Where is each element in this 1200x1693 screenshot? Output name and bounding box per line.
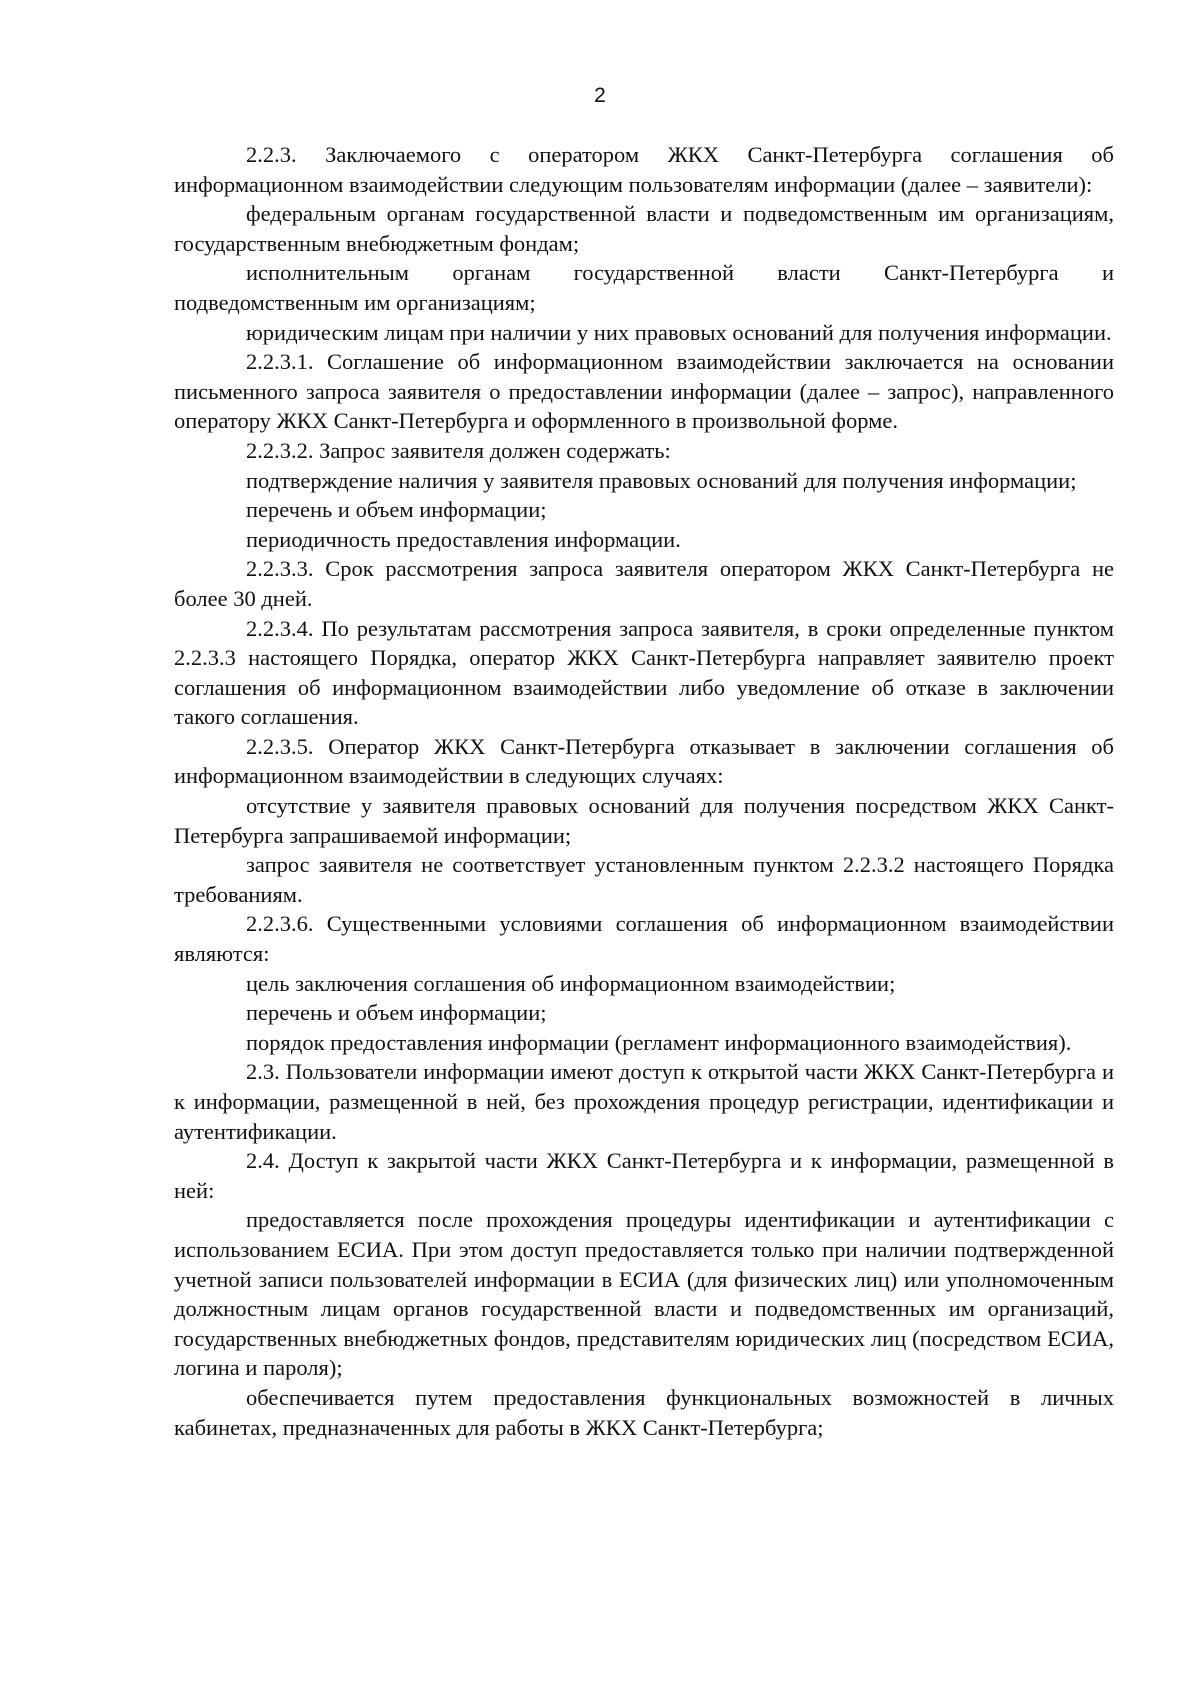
paragraph: отсутствие у заявителя правовых оснований для получения посредством ЖКХ Санкт-Петербурга запрашиваемой информации;	[174, 793, 1114, 848]
paragraph: перечень и объем информации;	[246, 497, 547, 523]
paragraph: 2.2.3.6. Существенными условиями соглашения об информационном взаимодействии являются:	[174, 911, 1114, 967]
paragraph: цель заключения соглашения об информационном взаимодействии;	[246, 970, 896, 996]
paragraph: периодичность предоставления информации.	[246, 526, 681, 552]
paragraph: 2.2.3.2. Запрос заявителя должен содержать:	[246, 437, 671, 463]
document-body	[174, 140, 1114, 1442]
paragraph: запрос заявителя не соответствует установленным пунктом 2.2.3.2 настоящего Порядка требованиям.	[174, 852, 1114, 907]
paragraph: предоставляется после прохождения процедуры идентификации и аутентификации с использованием ЕСИА. При этом доступ предоставляется только при наличии подтвержденной учетной записи пользователей информации в ЕСИА (для физических лиц) или уполномоченным должностным лицам органов государственной власти и подведомственных им организаций, государственных внебюджетных фондов, представителям юридических лиц (посредством ЕСИА, логина и пароля);	[174, 1207, 1114, 1381]
paragraph: подтверждение наличия у заявителя правовых оснований для получения информации;	[246, 467, 1077, 493]
paragraph: 2.3. Пользователи информации имеют доступ к открытой части ЖКХ Санкт-Петербурга и к информации, размещенной в ней, без прохождения процедур регистрации, идентификации и аутентификации.	[174, 1059, 1114, 1144]
paragraph: исполнительным органам государственной власти Санкт-Петербурга и подведомственным им организациям;	[174, 260, 1114, 315]
paragraph: обеспечивается путем предоставления функциональных возможностей в личных кабинетах, предназначенных для работы в ЖКХ Санкт-Петербурга;	[174, 1384, 1114, 1440]
paragraph: 2.2.3.5. Оператор ЖКХ Санкт-Петербурга отказывает в заключении соглашения об информационном взаимодействии в следующих случаях:	[174, 733, 1114, 789]
paragraph: 2.2.3. Заключаемого с оператором ЖКХ Санкт-Петербурга соглашения об информационном взаимодействии следующим пользователям информации (далее – заявители):	[174, 142, 1114, 197]
paragraph: перечень и объем информации;	[246, 1000, 547, 1026]
paragraph: 2.4. Доступ к закрытой части ЖКХ Санкт-Петербурга и к информации, размещенной в ней:	[174, 1148, 1114, 1203]
paragraph: 2.2.3.3. Срок рассмотрения запроса заявителя оператором ЖКХ Санкт-Петербурга не более 30 дней.	[174, 556, 1114, 611]
paragraph: 2.2.3.1. Соглашение об информационном взаимодействии заключается на основании письменного запроса заявителя о предоставлении информации (далее – запрос), направленного оператору ЖКХ Санкт-Петербурга и оформленного в произвольной форме.	[174, 349, 1114, 434]
page-number: 2	[594, 84, 606, 107]
paragraph: федеральным органам государственной власти и подведомственным им организациям, государственным внебюджетным фондам;	[174, 201, 1114, 256]
paragraph: 2.2.3.4. По результатам рассмотрения запроса заявителя, в сроки определенные пунктом 2.2.3.3 настоящего Порядка, оператор ЖКХ Санкт-Петербурга направляет заявителю проект соглашения об информационном взаимодействии либо уведомление об отказе в заключении такого соглашения.	[174, 615, 1114, 730]
paragraph: юридическим лицам при наличии у них правовых оснований для получения информации.	[246, 319, 1112, 345]
paragraph: порядок предоставления информации (регламент информационного взаимодействия).	[246, 1029, 1072, 1055]
